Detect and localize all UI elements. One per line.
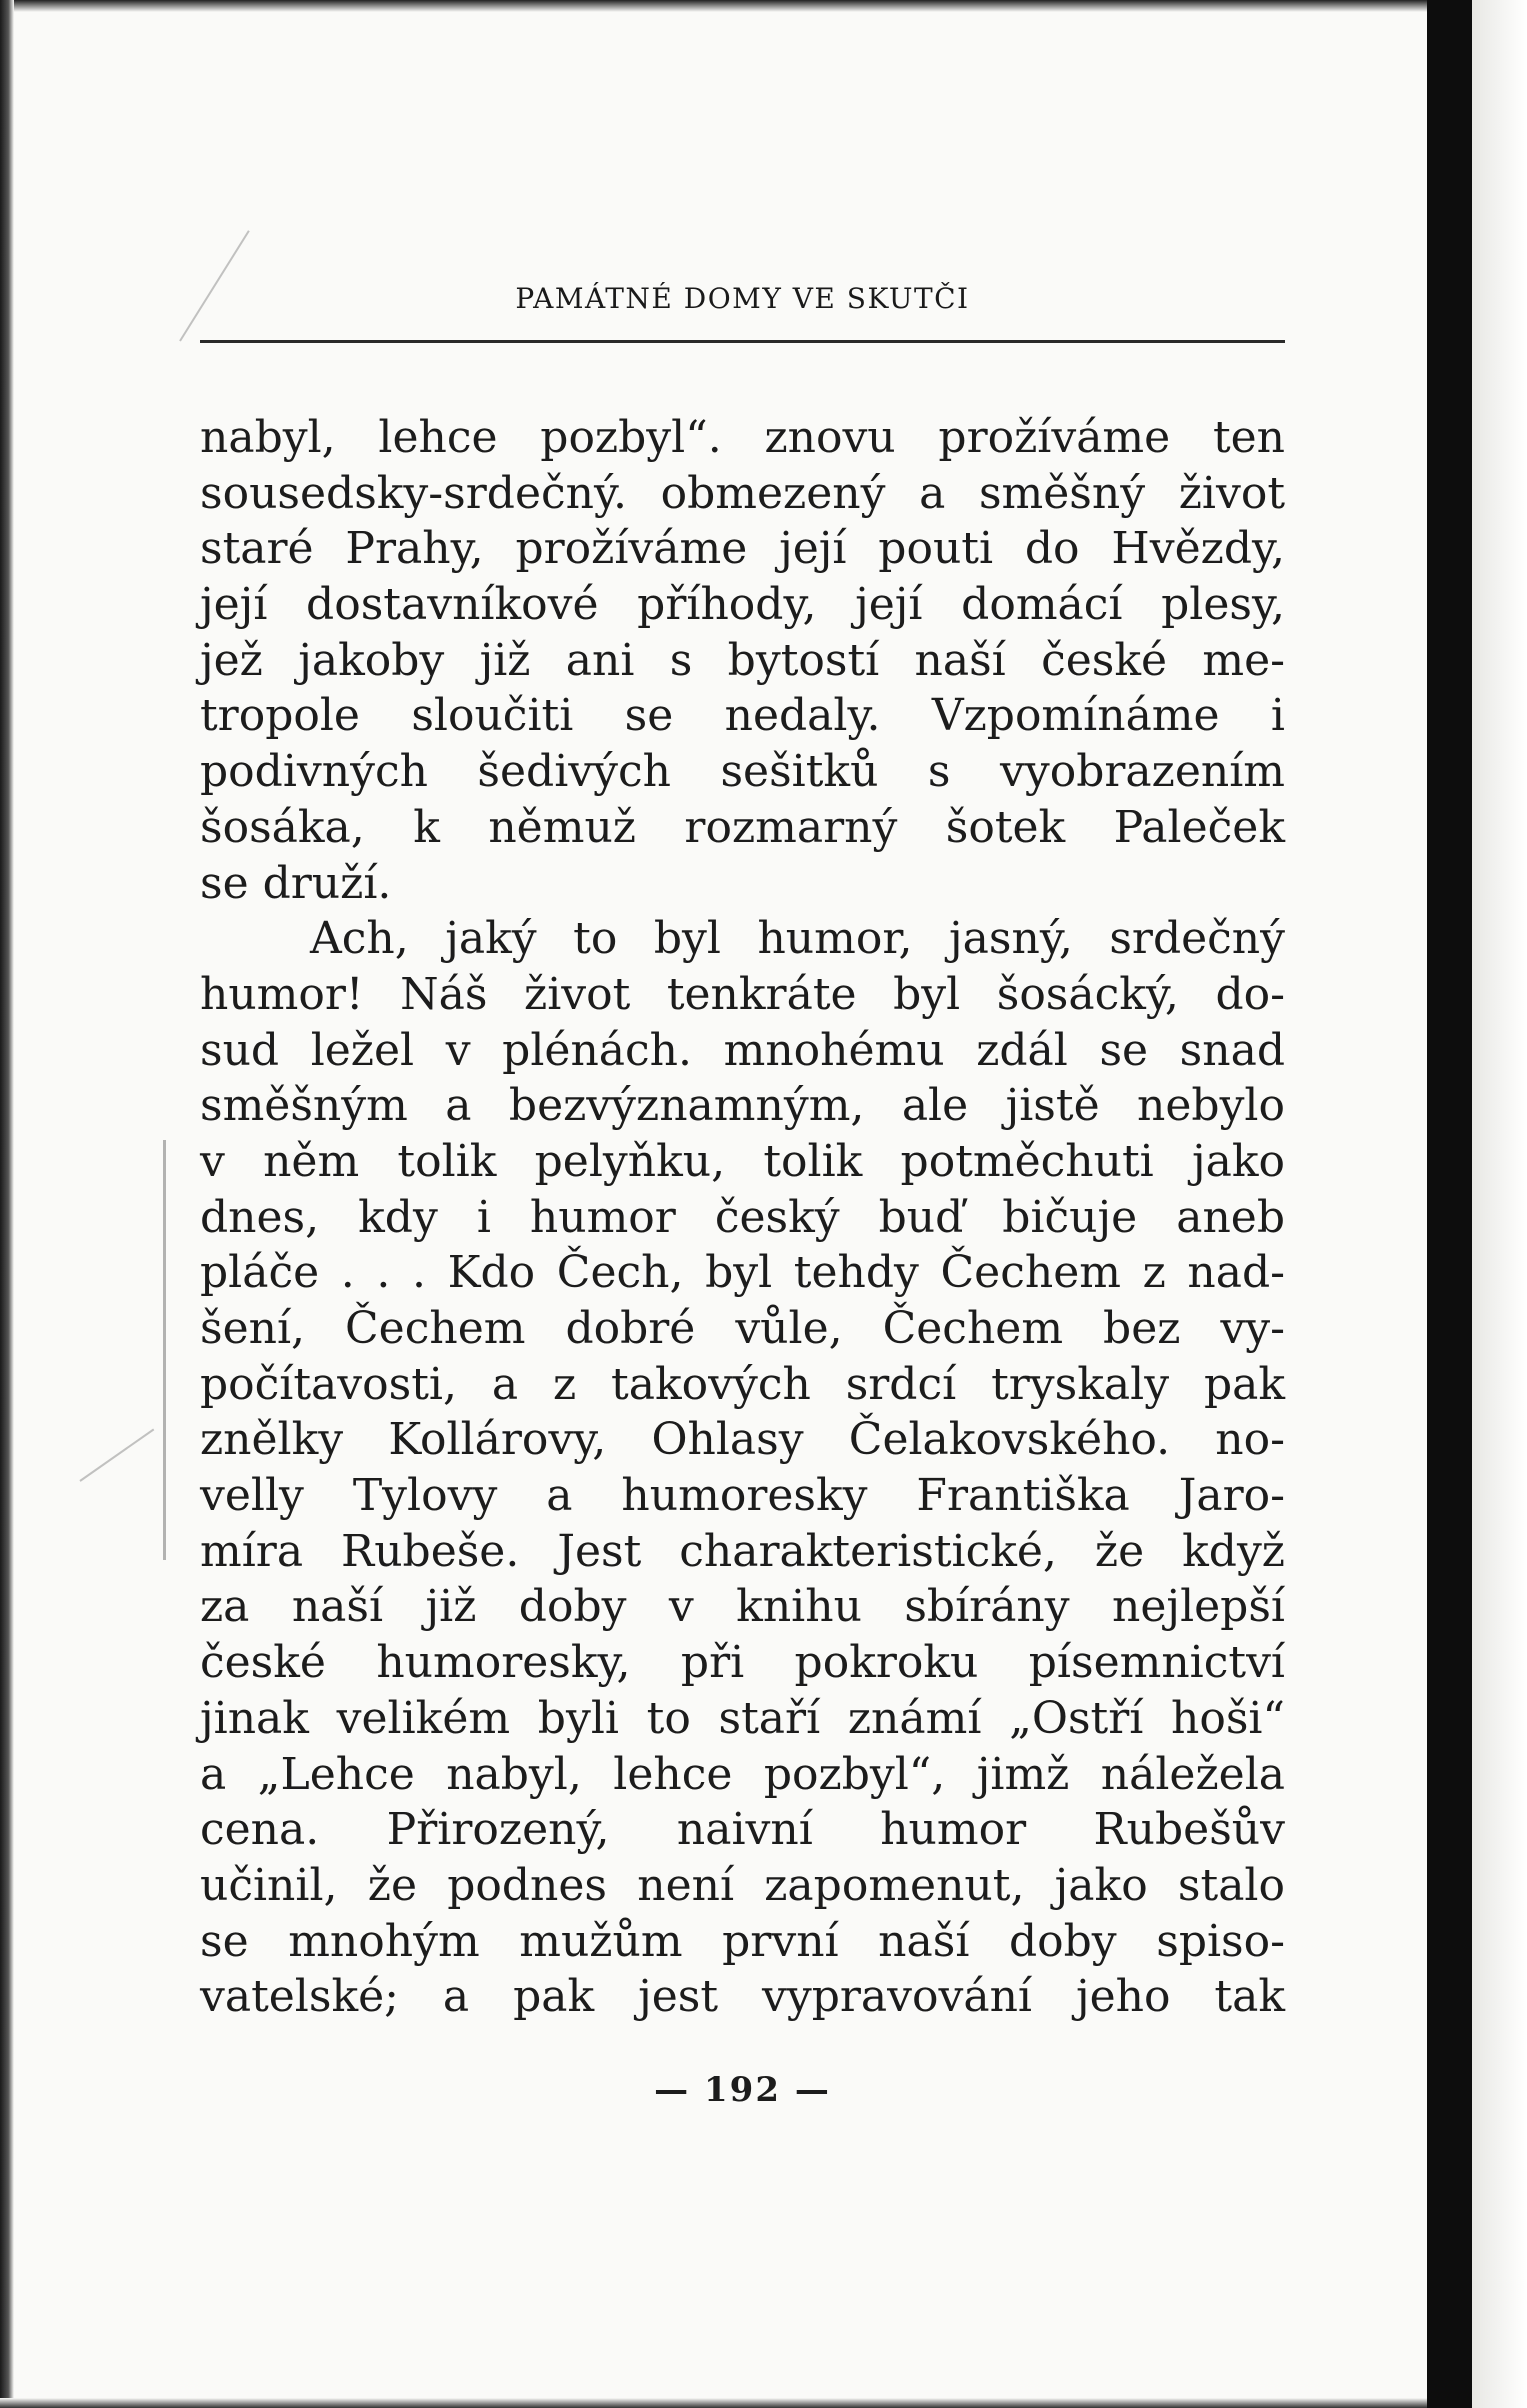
text-line: dnes, kdy i humor český buď bičuje aneb — [200, 1191, 1285, 1243]
body-text — [200, 410, 1285, 2025]
text-line: sud ležel v plénách. mnohému zdál se snad — [200, 1024, 1285, 1076]
text-line: sousedsky-srdečný. obmezený a směšný život — [200, 467, 1285, 519]
text-line: učinil, že podnes není zapomenut, jako stalo — [200, 1859, 1285, 1911]
text-line: cena. Přirozený, naivní humor Rubešův — [200, 1804, 1285, 1856]
text-line: počítavosti, a z takových srdcí tryskaly pak — [200, 1358, 1285, 1410]
text-line: jinak velikém byli to staří známí „Ostří hoši“ — [200, 1692, 1285, 1744]
text-line: a „Lehce nabyl, lehce pozbyl“, jimž náležela — [200, 1748, 1285, 1800]
page-left-shadow — [0, 0, 14, 2408]
text-line: humor! Náš život tenkráte byl šosácký, do- — [200, 968, 1285, 1020]
header-rule — [200, 340, 1285, 343]
text-line: Ach, jaký to byl humor, jasný, srdečný — [310, 913, 1285, 965]
text-line: znělky Kollárovy, Ohlasy Čelakovského. no- — [200, 1414, 1285, 1466]
text-line: se mnohým mužům první naší doby spiso- — [200, 1915, 1285, 1967]
running-header: PAMÁTNÉ DOMY VE SKUTČI — [515, 282, 970, 315]
book-gutter — [1427, 0, 1472, 2408]
text-line: staré Prahy, prožíváme její pouti do Hvězdy, — [200, 523, 1285, 575]
margin-mark-left — [163, 1140, 166, 1560]
text-line: české humoresky, při pokroku písemnictví — [200, 1637, 1285, 1689]
page-bottom-shadow — [0, 2398, 1470, 2408]
text-line: nabyl, lehce pozbyl“. znovu prožíváme ten — [200, 412, 1285, 463]
text-line: směšným a bezvýznamným, ale jistě nebylo — [200, 1080, 1285, 1132]
text-line: v něm tolik pelyňku, tolik potměchuti jako — [200, 1135, 1285, 1187]
text-line: podivných šedivých sešitků s vyobrazením — [200, 746, 1285, 798]
page-number: — 192 — — [654, 2070, 831, 2110]
page-top-shadow — [0, 0, 1470, 12]
text-line: míra Rubeše. Jest charakteristické, že když — [200, 1525, 1285, 1577]
text-line: vatelské; a pak jest vypravování jeho tak — [200, 1971, 1285, 2023]
text-line: se druží. — [200, 857, 392, 909]
text-line: šení, Čechem dobré vůle, Čechem bez vy- — [200, 1303, 1285, 1354]
text-line: pláče . . . Kdo Čech, byl tehdy Čechem z nad- — [200, 1247, 1285, 1299]
text-line: tropole sloučiti se nedaly. Vzpomínáme i — [200, 690, 1285, 742]
text-line: jež jakoby již ani s bytostí naší české me- — [200, 634, 1285, 686]
text-line: její dostavníkové příhody, její domácí plesy, — [200, 579, 1285, 631]
text-line: šosáka, k němuž rozmarný šotek Paleček — [200, 801, 1285, 853]
scan-scratch-left — [79, 1429, 154, 1482]
adjacent-page-edge — [1472, 0, 1527, 2408]
text-line: za naší již doby v knihu sbírány nejlepší — [200, 1581, 1285, 1633]
text-line: velly Tylovy a humoresky Františka Jaro- — [200, 1470, 1285, 1522]
